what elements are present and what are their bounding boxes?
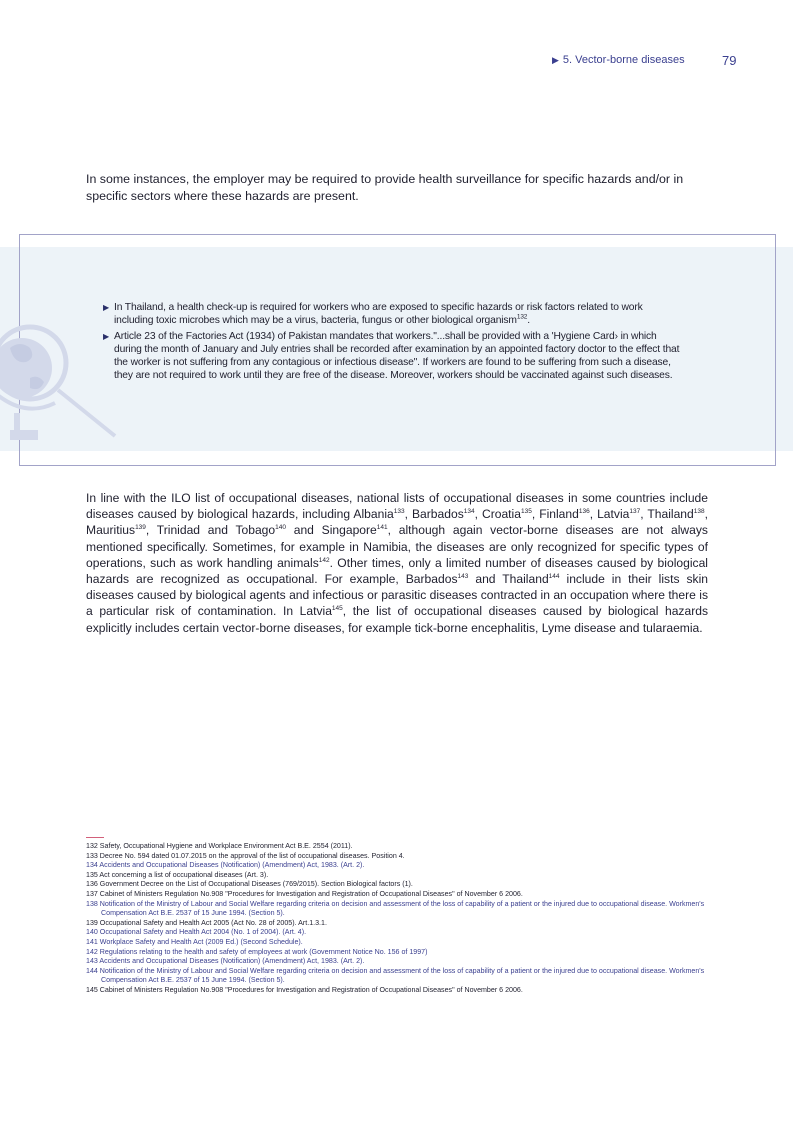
footnote-134[interactable]: 134 Accidents and Occupational Diseases (Notification) (Amendment) Act, 1983. (Art. 2). — [86, 861, 365, 870]
footnote-ref[interactable]: 140 — [275, 524, 286, 532]
bullet-end: . — [527, 314, 530, 326]
body-text: , Croatia — [474, 507, 521, 522]
footnote-ref[interactable]: 141 — [376, 524, 388, 532]
body-text: , although again vector-borne diseases are not always mentioned specifically. Sometimes, for example in Namibia, the diseases are only recognized for specific types of operations, such as work handling animals — [86, 523, 708, 570]
body-text: and Thailand — [468, 572, 549, 587]
body-text: , Thailand — [640, 507, 694, 522]
footnote-139: 139 Occupational Safety and Health Act 2005 (Act No. 28 of 2005). Art.1.3.1. — [86, 918, 327, 927]
footnote-ref[interactable]: 137 — [629, 508, 641, 516]
footnote-ref[interactable]: 142 — [318, 556, 330, 564]
body-text: . Other times, only a limited number of diseases caused by biological hazards are recognized as occupational. For example, Barbados — [86, 555, 708, 587]
footnote-140[interactable]: 140 Occupational Safety and Health Act 2004 (No. 1 of 2004). (Art. 4). — [86, 928, 307, 937]
body-text: , the list of occupational diseases caused by biological hazards explicitly includes certain vector-borne diseases, for example tick-borne encephalitis, Lyme disease and tularaemia. — [86, 604, 708, 635]
triangle-bullet-icon: ▶ — [552, 55, 559, 65]
footnote-ref[interactable]: 134 — [463, 508, 475, 516]
footnote-143[interactable]: 143 Accidents and Occupational Diseases (Notification) (Amendment) Act, 1983. (Art. 2). — [86, 957, 365, 966]
triangle-bullet-icon: ▶ — [103, 303, 110, 312]
section-title: 5. Vector-borne diseases — [562, 54, 685, 66]
footnote-142[interactable]: 142 Regulations relating to the health and safety of employees at work (Government Notice No. 156 of 1997) — [86, 947, 428, 956]
intro-paragraph: In some instances, the employer may be required to provide health surveillance for specific hazards and/or in specific sectors where these hazards are present. — [86, 172, 684, 203]
body-text: , Mauritius — [86, 507, 708, 538]
footnote-rule — [86, 837, 104, 838]
body-text: In line with the ILO list of occupational diseases, national lists of occupational diseases in some countries include diseases caused by biological hazards, including Albania — [86, 491, 708, 522]
body-text: , Trinidad and Tobago — [145, 523, 276, 538]
footnote-ref[interactable]: 138 — [693, 508, 705, 516]
body-paragraph — [86, 490, 708, 636]
footnote-ref[interactable]: 143 — [457, 572, 469, 580]
footnote-137: 137 Cabinet of Ministers Regulation No.908 "Procedures for Investigation and Registration of Occupational Diseases" of November 6 2006. — [86, 889, 523, 898]
body-text: and Singapore — [286, 523, 377, 538]
footnote-ref[interactable]: 132 — [516, 313, 528, 321]
footnote-ref[interactable]: 144 — [548, 572, 560, 580]
footnote-ref[interactable]: 145 — [331, 605, 343, 613]
footnote-133: 133 Decree No. 594 dated 01.07.2015 on the approval of the list of occupational diseases. Position 4. — [86, 851, 405, 860]
body-text: , Barbados — [404, 507, 464, 522]
page-number: 79 — [722, 53, 737, 68]
body-text: , Latvia — [589, 507, 630, 522]
footnote-ref[interactable]: 136 — [578, 508, 590, 516]
footnote-138[interactable]: 138 Notification of the Ministry of Labour and Social Welfare regarding criteria on decision and assessment of the loss of capability of a patient or the injured due to occupational disease. Workmen's Compensation Act B.E. 2537 of 15 June 1994. (Section 5). — [86, 899, 705, 918]
footnote-136: 136 Government Decree on the List of Occupational Diseases (769/2015). Section Biological factors (1). — [86, 880, 413, 889]
body-text: , Finland — [531, 507, 579, 522]
footnote-141[interactable]: 141 Workplace Safety and Health Act (2009 Ed.) (Second Schedule). — [86, 937, 303, 946]
footnote-132: 132 Safety, Occupational Hygiene and Workplace Environment Act B.E. 2554 (2011). — [86, 842, 353, 850]
footnote-ref[interactable]: 139 — [135, 524, 146, 532]
footnote-144[interactable]: 144 Notification of the Ministry of Labour and Social Welfare regarding criteria on decision and assessment of the loss of capability of a patient or the injured due to occupational disease. Workmen's Compensation Act B.E. 2537 of 15 June 1994. (Section 5). — [86, 966, 705, 985]
bullet-text: Article 23 of the Factories Act (1934) of Pakistan mandates that workers."...shall be provided with a 'Hygiene Card› in which during the month of January and July entries shall be recorded after examination by an appointed factory doctor to the effect that the worker is not suffering from any contagious or infectious disease". If workers are found to be suffering from such a disease, they are not required to work until they are free of the disease. Moreover, workers should be vaccinated against such diseases. — [114, 331, 680, 381]
running-header — [552, 54, 685, 66]
callout-bullet — [103, 331, 683, 382]
footnote-135: 135 Act concerning a list of occupational diseases (Art. 3). — [86, 870, 269, 879]
body-text: include in their lists skin diseases caused by biological agents and infectious or parasitic diseases contracted in an occupation where there is a particular risk of contamination. In Latvia — [86, 572, 708, 619]
bullet-text: In Thailand, a health check-up is required for workers who are exposed to specific hazards or risk factors related to work including toxic microbes which may be a virus, bacteria, fungus or other biological organism — [114, 302, 643, 326]
footnote-ref[interactable]: 133 — [393, 508, 405, 516]
footnotes — [86, 842, 726, 996]
triangle-bullet-icon: ▶ — [103, 332, 110, 342]
callout-bullet — [103, 302, 683, 327]
footnote-145: 145 Cabinet of Ministers Regulation No.908 "Procedures for Investigation and Registration of Occupational Diseases" of November 6 2006. — [86, 985, 523, 994]
callout-bullets — [103, 302, 683, 386]
footnote-ref[interactable]: 135 — [520, 508, 532, 516]
